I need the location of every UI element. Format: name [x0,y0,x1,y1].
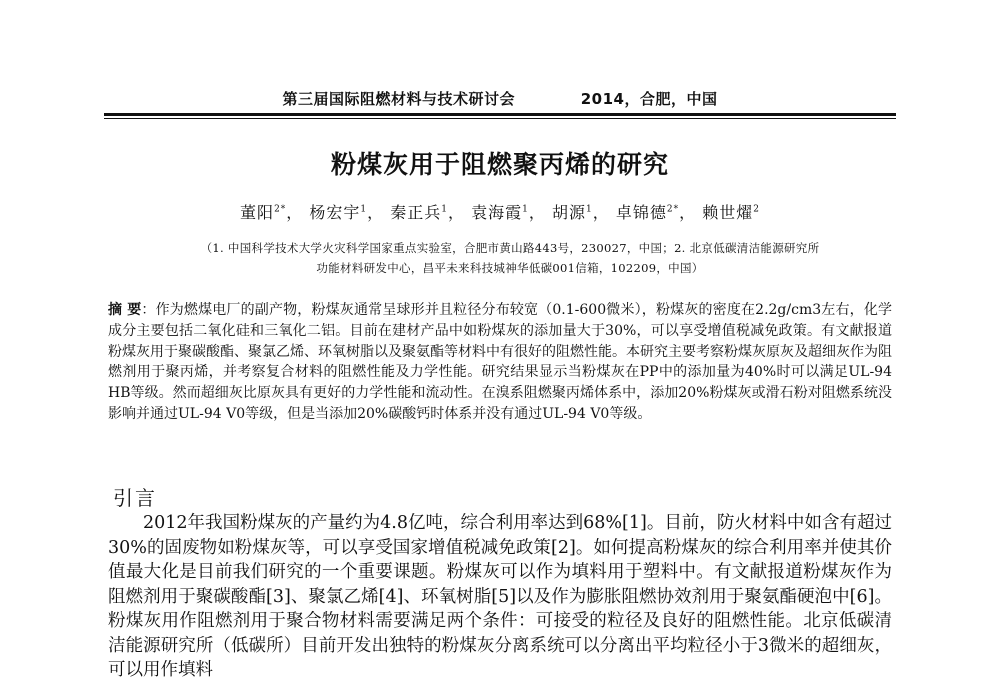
author: 秦正兵$^1$， [390,203,466,222]
running-header [104,88,896,109]
author-list [0,200,1000,223]
author: 袁海霞$^1$， [471,203,546,222]
abstract-label: 摘 要 [108,302,142,318]
abstract-text: ：作为燃煤电厂的副产物，粉煤灰通常呈球形并且粒径分布较宽（0.1-600微米），粉煤灰的密度在2.2g/cm3左右，化学成分主要包括二氧化硅和三氧化二铝。目前在建材产品中如粉煤灰的添加量大于30%，可以享受增值税减免政策。有文献报道粉煤灰用于聚碳酸酯、聚氯乙烯、环氧树脂以及聚氨酯等材料中有很好的阻燃性能。本研究主要考察粉煤灰原灰及超细灰作为阻燃剂用于聚丙烯，并考察复合材料的阻燃性能及力学性能。研究结果显示当粉煤灰在PP中的添加量为40%时可以满足UL-94 HB等级。然而超细灰比原灰具有更好的力学性能和流动性。在溴系阻燃聚丙烯体系中，添加20%粉煤灰或滑石粉对阻燃系统没影响并通过UL-94 V0等级，但是当添加20%碳酸钙时体系并没有通过UL-94 V0等级。 [108,302,892,422]
author: 胡源$^1$， [551,203,610,222]
section-heading-introduction: 引言 [113,486,157,510]
conference-date-place: 2014，合肥，中国 [580,90,718,108]
author: 董阳$^{2*}$， [240,203,304,222]
author: 杨宏宇$^1$， [309,203,385,222]
abstract [108,300,892,425]
body-paragraph: 2012年我国粉煤灰的产量约为4.8亿吨，综合利用率达到68%[1]。目前，防火材料中如含有超过30%的固废物如粉煤灰等，可以享受国家增值税减免政策[2]。如何提高粉煤灰的综合利用率并使其价值最大化是目前我们研究的一个重要课题。粉煤灰可以作为填料用于塑料中。有文献报道粉煤灰作为阻燃剂用于聚碳酸酯[3]、聚氯乙烯[4]、环氧树脂[5]以及作为膨胀阻燃协效剂用于聚氨酯硬泡中[6]。粉煤灰用作阻燃剂用于聚合物材料需要满足两个条件：可接受的粒径及良好的阻燃性能。北京低碳清洁能源研究所（低碳所）目前开发出独特的粉煤灰分离系统可以分离出平均粒径小于3微米的超细灰，可以用作填料 [108,513,892,680]
affiliation-line: （1. 中国科学技术大学火灾科学国家重点实验室，合肥市黄山路443号，230027，中国；2. 北京低碳清洁能源研究所 [200,241,820,255]
affiliations [135,238,885,278]
author: 卓锦德$^{2*}$， [615,203,697,222]
header-rule-thin [104,118,896,119]
conference-name: 第三届国际阻燃材料与技术研讨会 [282,90,516,108]
author: 赖世燿$^2$ [702,203,760,222]
paper-title: 粉煤灰用于阻燃聚丙烯的研究 [330,150,669,179]
affiliation-line: 功能材料研发中心，昌平未来科技城神华低碳001信箱，102209，中国） [316,261,704,275]
header-rule-thick [104,113,896,116]
